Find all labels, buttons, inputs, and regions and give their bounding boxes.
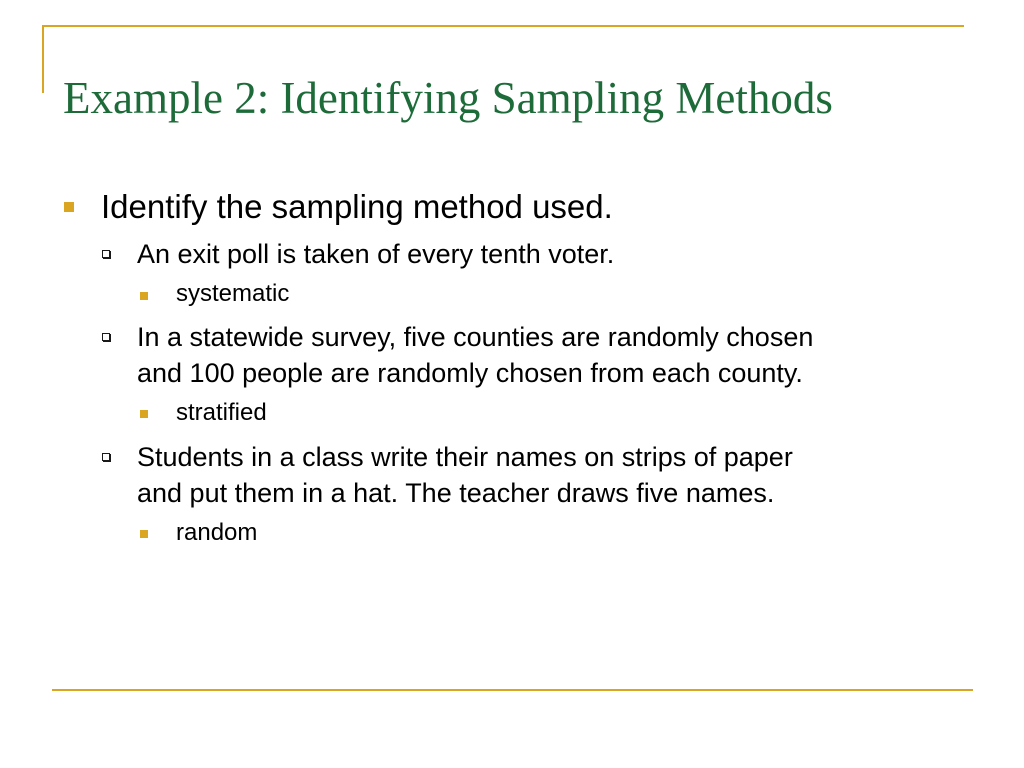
item-line: An exit poll is taken of every tenth voter. xyxy=(137,239,615,269)
item-line: Students in a class write their names on strips of paper xyxy=(137,442,793,472)
item-line: and put them in a hat. The teacher draws five names. xyxy=(137,478,775,508)
answer-text: random xyxy=(176,519,258,546)
small-square-bullet-icon xyxy=(140,410,148,418)
answer-text: systematic xyxy=(176,280,290,307)
item-line: In a statewide survey, five counties are randomly chosen xyxy=(137,322,814,352)
hollow-square-bullet-icon xyxy=(102,453,110,461)
answer-text: stratified xyxy=(176,399,267,426)
square-bullet-icon xyxy=(64,202,74,212)
prompt-text: Identify the sampling method used. xyxy=(101,188,613,225)
small-square-bullet-icon xyxy=(140,530,148,538)
small-square-bullet-icon xyxy=(140,292,148,300)
slide-title: Example 2: Identifying Sampling Methods xyxy=(63,73,833,123)
frame-bottom-line xyxy=(52,689,973,691)
hollow-square-bullet-icon xyxy=(102,250,110,258)
item-line: and 100 people are randomly chosen from each county. xyxy=(137,358,803,388)
hollow-square-bullet-icon xyxy=(102,333,110,341)
